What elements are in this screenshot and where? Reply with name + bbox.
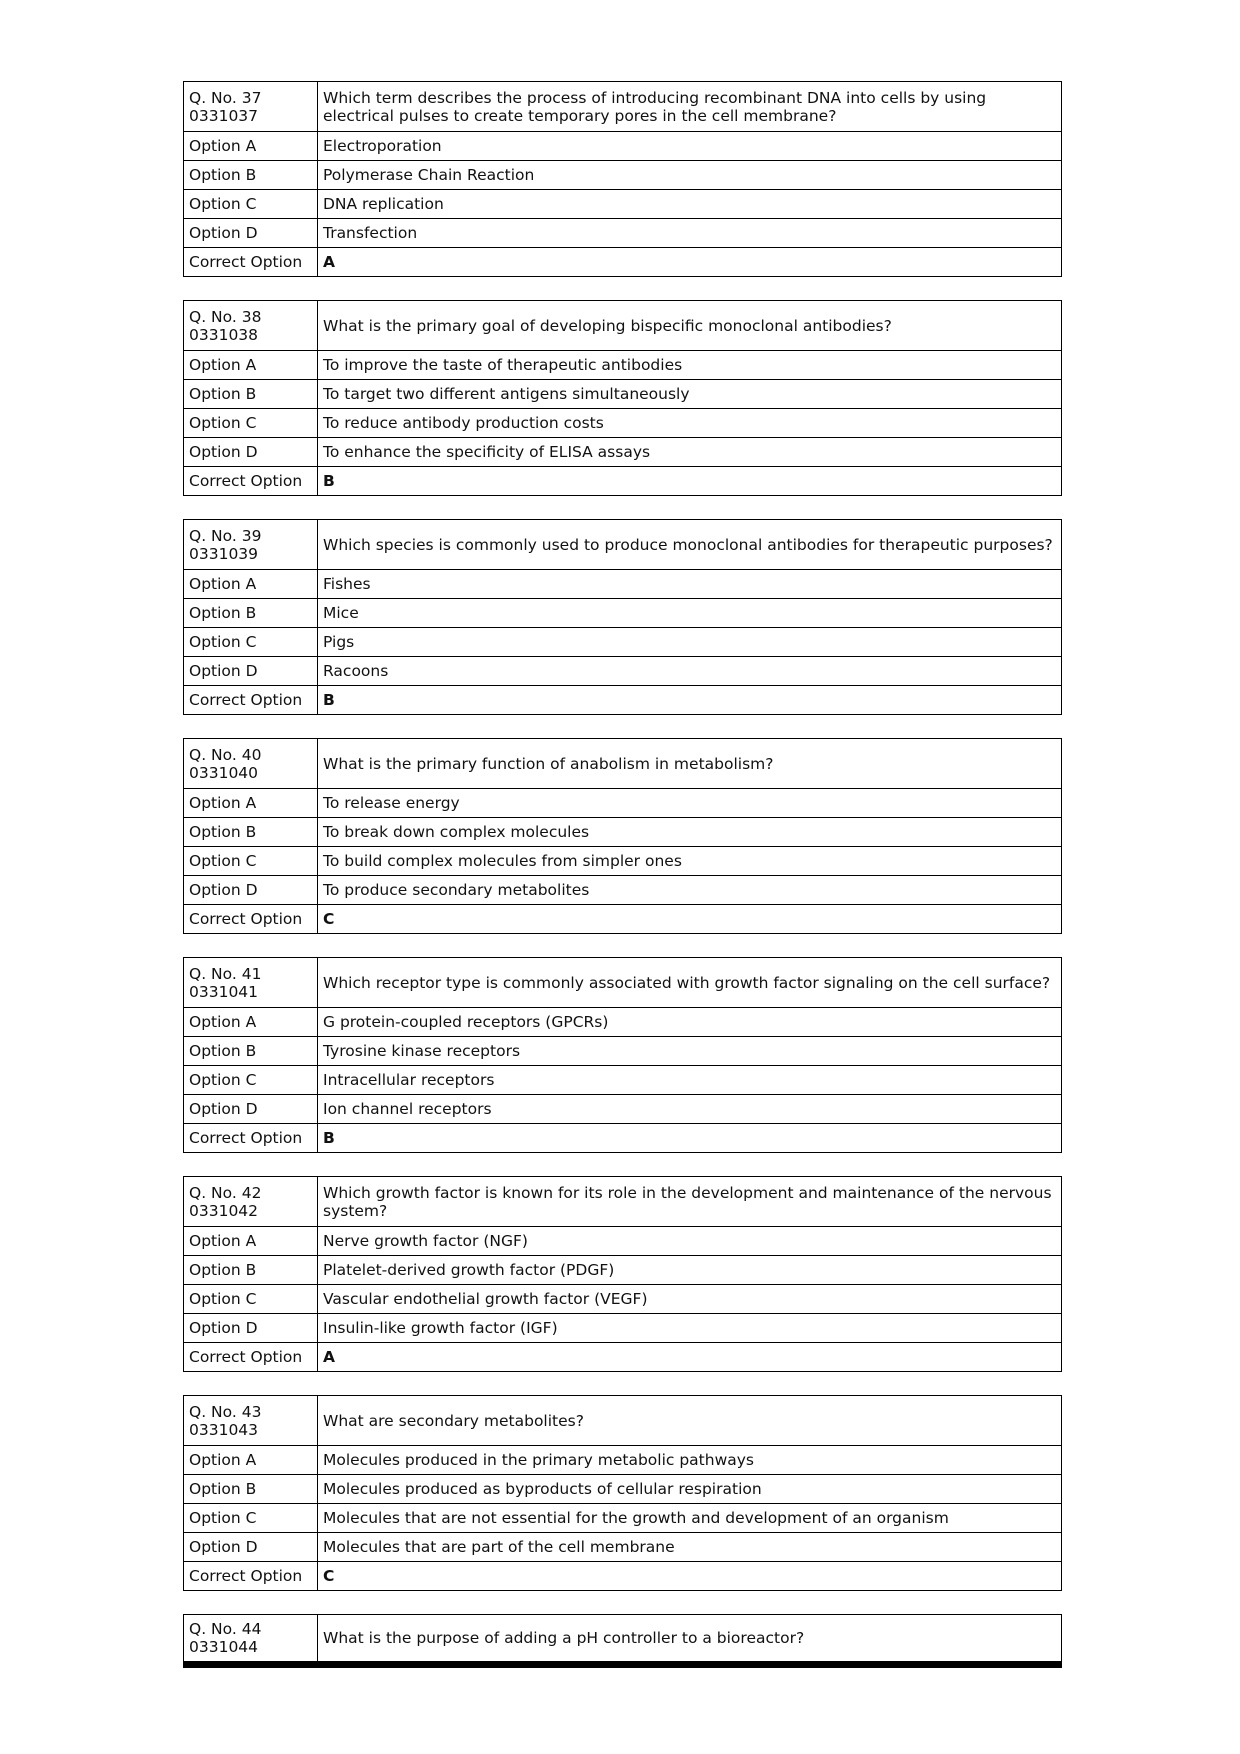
question-number-cell xyxy=(184,1615,318,1665)
option-b-row xyxy=(184,1475,1062,1504)
option-a-row xyxy=(184,570,1062,599)
option-a-label: Option A xyxy=(184,789,318,818)
option-d-label: Option D xyxy=(184,657,318,686)
question-table-38 xyxy=(183,300,1062,496)
option-a-text: To improve the taste of therapeutic antibodies xyxy=(318,351,1062,380)
option-d-label: Option D xyxy=(184,219,318,248)
option-d-text: Insulin-like growth factor (IGF) xyxy=(318,1314,1062,1343)
option-a-row xyxy=(184,132,1062,161)
option-b-text: To target two different antigens simultaneously xyxy=(318,380,1062,409)
correct-option-label: Correct Option xyxy=(184,248,318,277)
question-text: What is the primary function of anabolism in metabolism? xyxy=(318,739,1062,789)
question-row xyxy=(184,1177,1062,1227)
option-d-label: Option D xyxy=(184,1533,318,1562)
option-d-row xyxy=(184,657,1062,686)
option-b-row xyxy=(184,599,1062,628)
question-code: 0331041 xyxy=(189,982,259,1001)
correct-option-value: B xyxy=(318,1124,1062,1153)
question-row xyxy=(184,1615,1062,1665)
option-c-row xyxy=(184,1066,1062,1095)
question-row xyxy=(184,301,1062,351)
option-a-row xyxy=(184,1008,1062,1037)
option-b-row xyxy=(184,818,1062,847)
correct-option-row xyxy=(184,905,1062,934)
option-b-text: To break down complex molecules xyxy=(318,818,1062,847)
option-d-row xyxy=(184,1314,1062,1343)
question-code: 0331039 xyxy=(189,544,259,563)
question-number-cell xyxy=(184,1396,318,1446)
option-a-row xyxy=(184,1446,1062,1475)
question-text: What is the purpose of adding a pH controller to a bioreactor? xyxy=(318,1615,1062,1665)
option-c-text: Pigs xyxy=(318,628,1062,657)
option-b-text: Platelet-derived growth factor (PDGF) xyxy=(318,1256,1062,1285)
question-number-cell xyxy=(184,82,318,132)
option-d-label: Option D xyxy=(184,1095,318,1124)
option-c-text: To reduce antibody production costs xyxy=(318,409,1062,438)
option-a-text: Nerve growth factor (NGF) xyxy=(318,1227,1062,1256)
option-c-label: Option C xyxy=(184,628,318,657)
option-c-text: Molecules that are not essential for the growth and development of an organism xyxy=(318,1504,1062,1533)
option-b-text: Mice xyxy=(318,599,1062,628)
correct-option-value: A xyxy=(318,248,1062,277)
question-table-43 xyxy=(183,1395,1062,1591)
question-number-cell xyxy=(184,520,318,570)
question-number-cell xyxy=(184,739,318,789)
option-b-label: Option B xyxy=(184,1037,318,1066)
option-b-label: Option B xyxy=(184,161,318,190)
correct-option-label: Correct Option xyxy=(184,686,318,715)
question-text: What is the primary goal of developing bispecific monoclonal antibodies? xyxy=(318,301,1062,351)
question-number-cell xyxy=(184,1177,318,1227)
option-d-label: Option D xyxy=(184,1314,318,1343)
correct-option-value: B xyxy=(318,467,1062,496)
question-table-41 xyxy=(183,957,1062,1153)
option-b-text: Tyrosine kinase receptors xyxy=(318,1037,1062,1066)
question-table-42 xyxy=(183,1176,1062,1372)
option-c-label: Option C xyxy=(184,409,318,438)
option-d-label: Option D xyxy=(184,438,318,467)
option-c-text: DNA replication xyxy=(318,190,1062,219)
option-b-row xyxy=(184,1256,1062,1285)
question-number: Q. No. 38 xyxy=(189,307,262,326)
correct-option-label: Correct Option xyxy=(184,1562,318,1591)
option-c-label: Option C xyxy=(184,1066,318,1095)
correct-option-label: Correct Option xyxy=(184,1343,318,1372)
correct-option-label: Correct Option xyxy=(184,905,318,934)
option-c-label: Option C xyxy=(184,190,318,219)
correct-option-label: Correct Option xyxy=(184,1124,318,1153)
question-text: What are secondary metabolites? xyxy=(318,1396,1062,1446)
option-c-row xyxy=(184,847,1062,876)
option-b-text: Polymerase Chain Reaction xyxy=(318,161,1062,190)
question-code: 0331038 xyxy=(189,325,259,344)
option-c-row xyxy=(184,1285,1062,1314)
option-a-text: To release energy xyxy=(318,789,1062,818)
question-code: 0331040 xyxy=(189,763,259,782)
option-c-row xyxy=(184,1504,1062,1533)
option-d-text: Ion channel receptors xyxy=(318,1095,1062,1124)
question-code: 0331037 xyxy=(189,106,259,125)
correct-option-row xyxy=(184,686,1062,715)
option-d-row xyxy=(184,876,1062,905)
option-c-row xyxy=(184,628,1062,657)
option-c-text: To build complex molecules from simpler ones xyxy=(318,847,1062,876)
option-a-row xyxy=(184,1227,1062,1256)
question-number-cell xyxy=(184,958,318,1008)
option-b-row xyxy=(184,1037,1062,1066)
question-row xyxy=(184,82,1062,132)
question-text: Which term describes the process of introducing recombinant DNA into cells by using electrical pulses to create temporary pores in the cell membrane? xyxy=(318,82,1062,132)
option-a-label: Option A xyxy=(184,1227,318,1256)
option-a-text: Fishes xyxy=(318,570,1062,599)
question-number-cell xyxy=(184,301,318,351)
question-number: Q. No. 44 xyxy=(189,1620,262,1638)
option-c-label: Option C xyxy=(184,847,318,876)
option-b-label: Option B xyxy=(184,1256,318,1285)
option-d-text: Transfection xyxy=(318,219,1062,248)
question-number: Q. No. 40 xyxy=(189,745,262,764)
question-sheet xyxy=(183,81,1061,1668)
option-c-label: Option C xyxy=(184,1285,318,1314)
correct-option-row xyxy=(184,1343,1062,1372)
correct-option-value: A xyxy=(318,1343,1062,1372)
question-text: Which receptor type is commonly associated with growth factor signaling on the cell surface? xyxy=(318,958,1062,1008)
question-row xyxy=(184,958,1062,1008)
option-d-label: Option D xyxy=(184,876,318,905)
option-c-text: Intracellular receptors xyxy=(318,1066,1062,1095)
option-a-label: Option A xyxy=(184,351,318,380)
correct-option-value: C xyxy=(318,905,1062,934)
correct-option-row xyxy=(184,248,1062,277)
option-d-row xyxy=(184,1533,1062,1562)
question-number: Q. No. 41 xyxy=(189,964,262,983)
question-table-40 xyxy=(183,738,1062,934)
question-table-44 xyxy=(183,1614,1062,1668)
option-b-label: Option B xyxy=(184,1475,318,1504)
option-b-label: Option B xyxy=(184,599,318,628)
option-d-text: To enhance the specificity of ELISA assays xyxy=(318,438,1062,467)
option-b-label: Option B xyxy=(184,380,318,409)
question-number: Q. No. 43 xyxy=(189,1402,262,1421)
option-a-row xyxy=(184,789,1062,818)
option-a-label: Option A xyxy=(184,132,318,161)
correct-option-value: B xyxy=(318,686,1062,715)
correct-option-value: C xyxy=(318,1562,1062,1591)
option-b-row xyxy=(184,161,1062,190)
question-table-39 xyxy=(183,519,1062,715)
question-row xyxy=(184,739,1062,789)
question-number: Q. No. 42 xyxy=(189,1183,262,1202)
option-c-row xyxy=(184,409,1062,438)
option-c-text: Vascular endothelial growth factor (VEGF) xyxy=(318,1285,1062,1314)
question-row xyxy=(184,1396,1062,1446)
option-d-row xyxy=(184,219,1062,248)
option-c-label: Option C xyxy=(184,1504,318,1533)
option-b-label: Option B xyxy=(184,818,318,847)
option-a-text: Electroporation xyxy=(318,132,1062,161)
option-b-row xyxy=(184,380,1062,409)
option-a-label: Option A xyxy=(184,570,318,599)
correct-option-label: Correct Option xyxy=(184,467,318,496)
question-code: 0331044 xyxy=(189,1638,259,1656)
option-b-text: Molecules produced as byproducts of cellular respiration xyxy=(318,1475,1062,1504)
question-row xyxy=(184,520,1062,570)
option-c-row xyxy=(184,190,1062,219)
question-number: Q. No. 37 xyxy=(189,88,262,107)
question-text: Which growth factor is known for its role in the development and maintenance of the nervous system? xyxy=(318,1177,1062,1227)
question-code: 0331043 xyxy=(189,1420,259,1439)
option-d-text: Molecules that are part of the cell membrane xyxy=(318,1533,1062,1562)
option-d-text: To produce secondary metabolites xyxy=(318,876,1062,905)
option-a-text: Molecules produced in the primary metabolic pathways xyxy=(318,1446,1062,1475)
option-d-row xyxy=(184,438,1062,467)
option-d-text: Racoons xyxy=(318,657,1062,686)
option-a-row xyxy=(184,351,1062,380)
question-number: Q. No. 39 xyxy=(189,526,262,545)
question-text: Which species is commonly used to produce monoclonal antibodies for therapeutic purposes? xyxy=(318,520,1062,570)
correct-option-row xyxy=(184,1562,1062,1591)
question-code: 0331042 xyxy=(189,1201,259,1220)
correct-option-row xyxy=(184,1124,1062,1153)
correct-option-row xyxy=(184,467,1062,496)
question-table-37 xyxy=(183,81,1062,277)
option-a-label: Option A xyxy=(184,1446,318,1475)
option-d-row xyxy=(184,1095,1062,1124)
option-a-label: Option A xyxy=(184,1008,318,1037)
option-a-text: G protein-coupled receptors (GPCRs) xyxy=(318,1008,1062,1037)
